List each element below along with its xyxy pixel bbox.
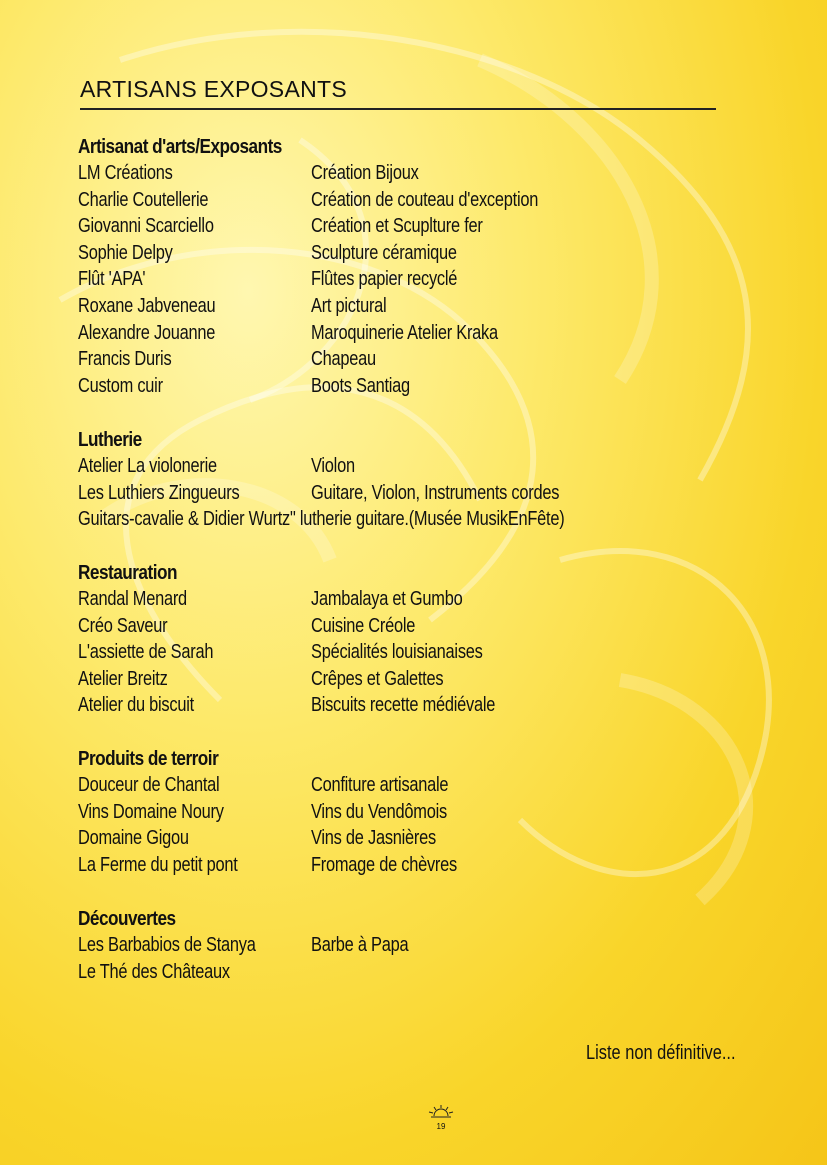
exhibitor-name: Atelier Breitz [78, 667, 168, 690]
section-0 [78, 134, 539, 399]
page-number: 19 [436, 1122, 446, 1131]
title-divider [80, 108, 716, 110]
list-item [78, 240, 457, 267]
section-heading: Lutherie [78, 429, 142, 451]
list-item [78, 825, 436, 852]
exhibitor-specialty: Violon [311, 455, 355, 477]
exhibitor-specialty: Maroquinerie Atelier Kraka [311, 321, 498, 344]
section-1 [78, 427, 565, 533]
exhibitor-name: Sophie Delpy [78, 241, 173, 264]
exhibitor-specialty: Boots Santiag [311, 374, 410, 397]
exhibitor-name: Atelier du biscuit [78, 694, 194, 717]
list-item [78, 772, 449, 799]
exhibitor-name: Randal Menard [78, 588, 187, 610]
exhibitor-name: Douceur de Chantal [78, 774, 220, 796]
exhibitor-specialty: Vins du Vendômois [311, 800, 447, 823]
section-heading: Artisanat d'arts/Exposants [78, 136, 282, 158]
list-item [78, 959, 230, 986]
list-item [78, 453, 355, 480]
exhibitor-specialty: Spécialités louisianaises [311, 641, 483, 664]
list-item [78, 266, 458, 293]
exhibitor-specialty: Guitare, Violon, Instruments cordes [311, 481, 560, 504]
exhibitor-name: Créo Saveur [78, 614, 168, 637]
exhibitor-specialty: Vins de Jasnières [311, 827, 436, 850]
exhibitor-name: Charlie Coutellerie [78, 188, 209, 211]
list-item [78, 213, 483, 240]
footnote: Liste non définitive... [586, 1042, 736, 1064]
exhibitor-name: Atelier La violonerie [78, 455, 217, 477]
section-heading: Découvertes [78, 908, 176, 930]
list-item [78, 692, 496, 719]
section-3 [78, 746, 457, 878]
list-item [78, 639, 483, 666]
exhibitor-name: Giovanni Scarciello [78, 215, 214, 238]
exhibitor-name: Domaine Gigou [78, 827, 189, 850]
exhibitor-specialty: Fromage de chèvres [311, 853, 457, 876]
exhibitor-name: Alexandre Jouanne [78, 321, 216, 344]
exhibitor-name: Les Barbabios de Stanya [78, 934, 256, 956]
section-heading: Produits de terroir [78, 748, 219, 770]
list-item [78, 480, 560, 507]
exhibitor-name: Les Luthiers Zingueurs [78, 481, 240, 504]
exhibitor-name: Francis Duris [78, 348, 172, 371]
sun-ornament-icon [428, 1104, 454, 1118]
exhibitor-name: Guitars-cavalie & Didier Wurtz" lutherie guitare.(Musée MusikEnFête) [78, 508, 565, 531]
list-item [78, 346, 376, 373]
list-item [78, 932, 409, 959]
list-item [78, 852, 457, 879]
exhibitor-specialty: Sculpture céramique [311, 241, 457, 264]
exhibitor-name: Le Thé des Châteaux [78, 960, 230, 983]
exhibitor-name: La Ferme du petit pont [78, 853, 238, 876]
section-2 [78, 560, 496, 719]
list-item [78, 666, 444, 693]
exhibitor-name: Roxane Jabveneau [78, 294, 216, 317]
list-item [78, 613, 416, 640]
exhibitor-specialty: Crêpes et Galettes [311, 667, 444, 690]
exhibitor-specialty: Jambalaya et Gumbo [311, 588, 463, 610]
section-heading: Restauration [78, 562, 177, 584]
exhibitor-specialty: Création Bijoux [311, 162, 419, 184]
list-item [78, 293, 387, 320]
exhibitor-name: Custom cuir [78, 374, 163, 397]
exhibitor-name: LM Créations [78, 162, 173, 184]
exhibitor-specialty: Biscuits recette médiévale [311, 694, 496, 717]
exhibitor-specialty: Flûtes papier recyclé [311, 268, 458, 291]
exhibitor-name: Vins Domaine Noury [78, 800, 224, 823]
section-4 [78, 906, 409, 985]
list-item [78, 799, 447, 826]
exhibitor-specialty: Cuisine Créole [311, 614, 416, 637]
exhibitor-specialty: Barbe à Papa [311, 934, 409, 956]
list-item [78, 373, 410, 400]
list-item [78, 586, 463, 613]
list-item [78, 506, 565, 533]
list-item [78, 320, 498, 347]
exhibitor-specialty: Création et Scuplture fer [311, 215, 483, 238]
exhibitor-specialty: Confiture artisanale [311, 774, 449, 796]
page-title: ARTISANS EXPOSANTS [80, 76, 347, 102]
exhibitor-specialty: Art pictural [311, 294, 387, 317]
exhibitor-specialty: Création de couteau d'exception [311, 188, 539, 211]
exhibitor-name: L'assiette de Sarah [78, 641, 214, 664]
list-item [78, 160, 419, 187]
exhibitor-name: Flût 'APA' [78, 268, 146, 291]
exhibitor-specialty: Chapeau [311, 348, 376, 371]
list-item [78, 187, 539, 214]
